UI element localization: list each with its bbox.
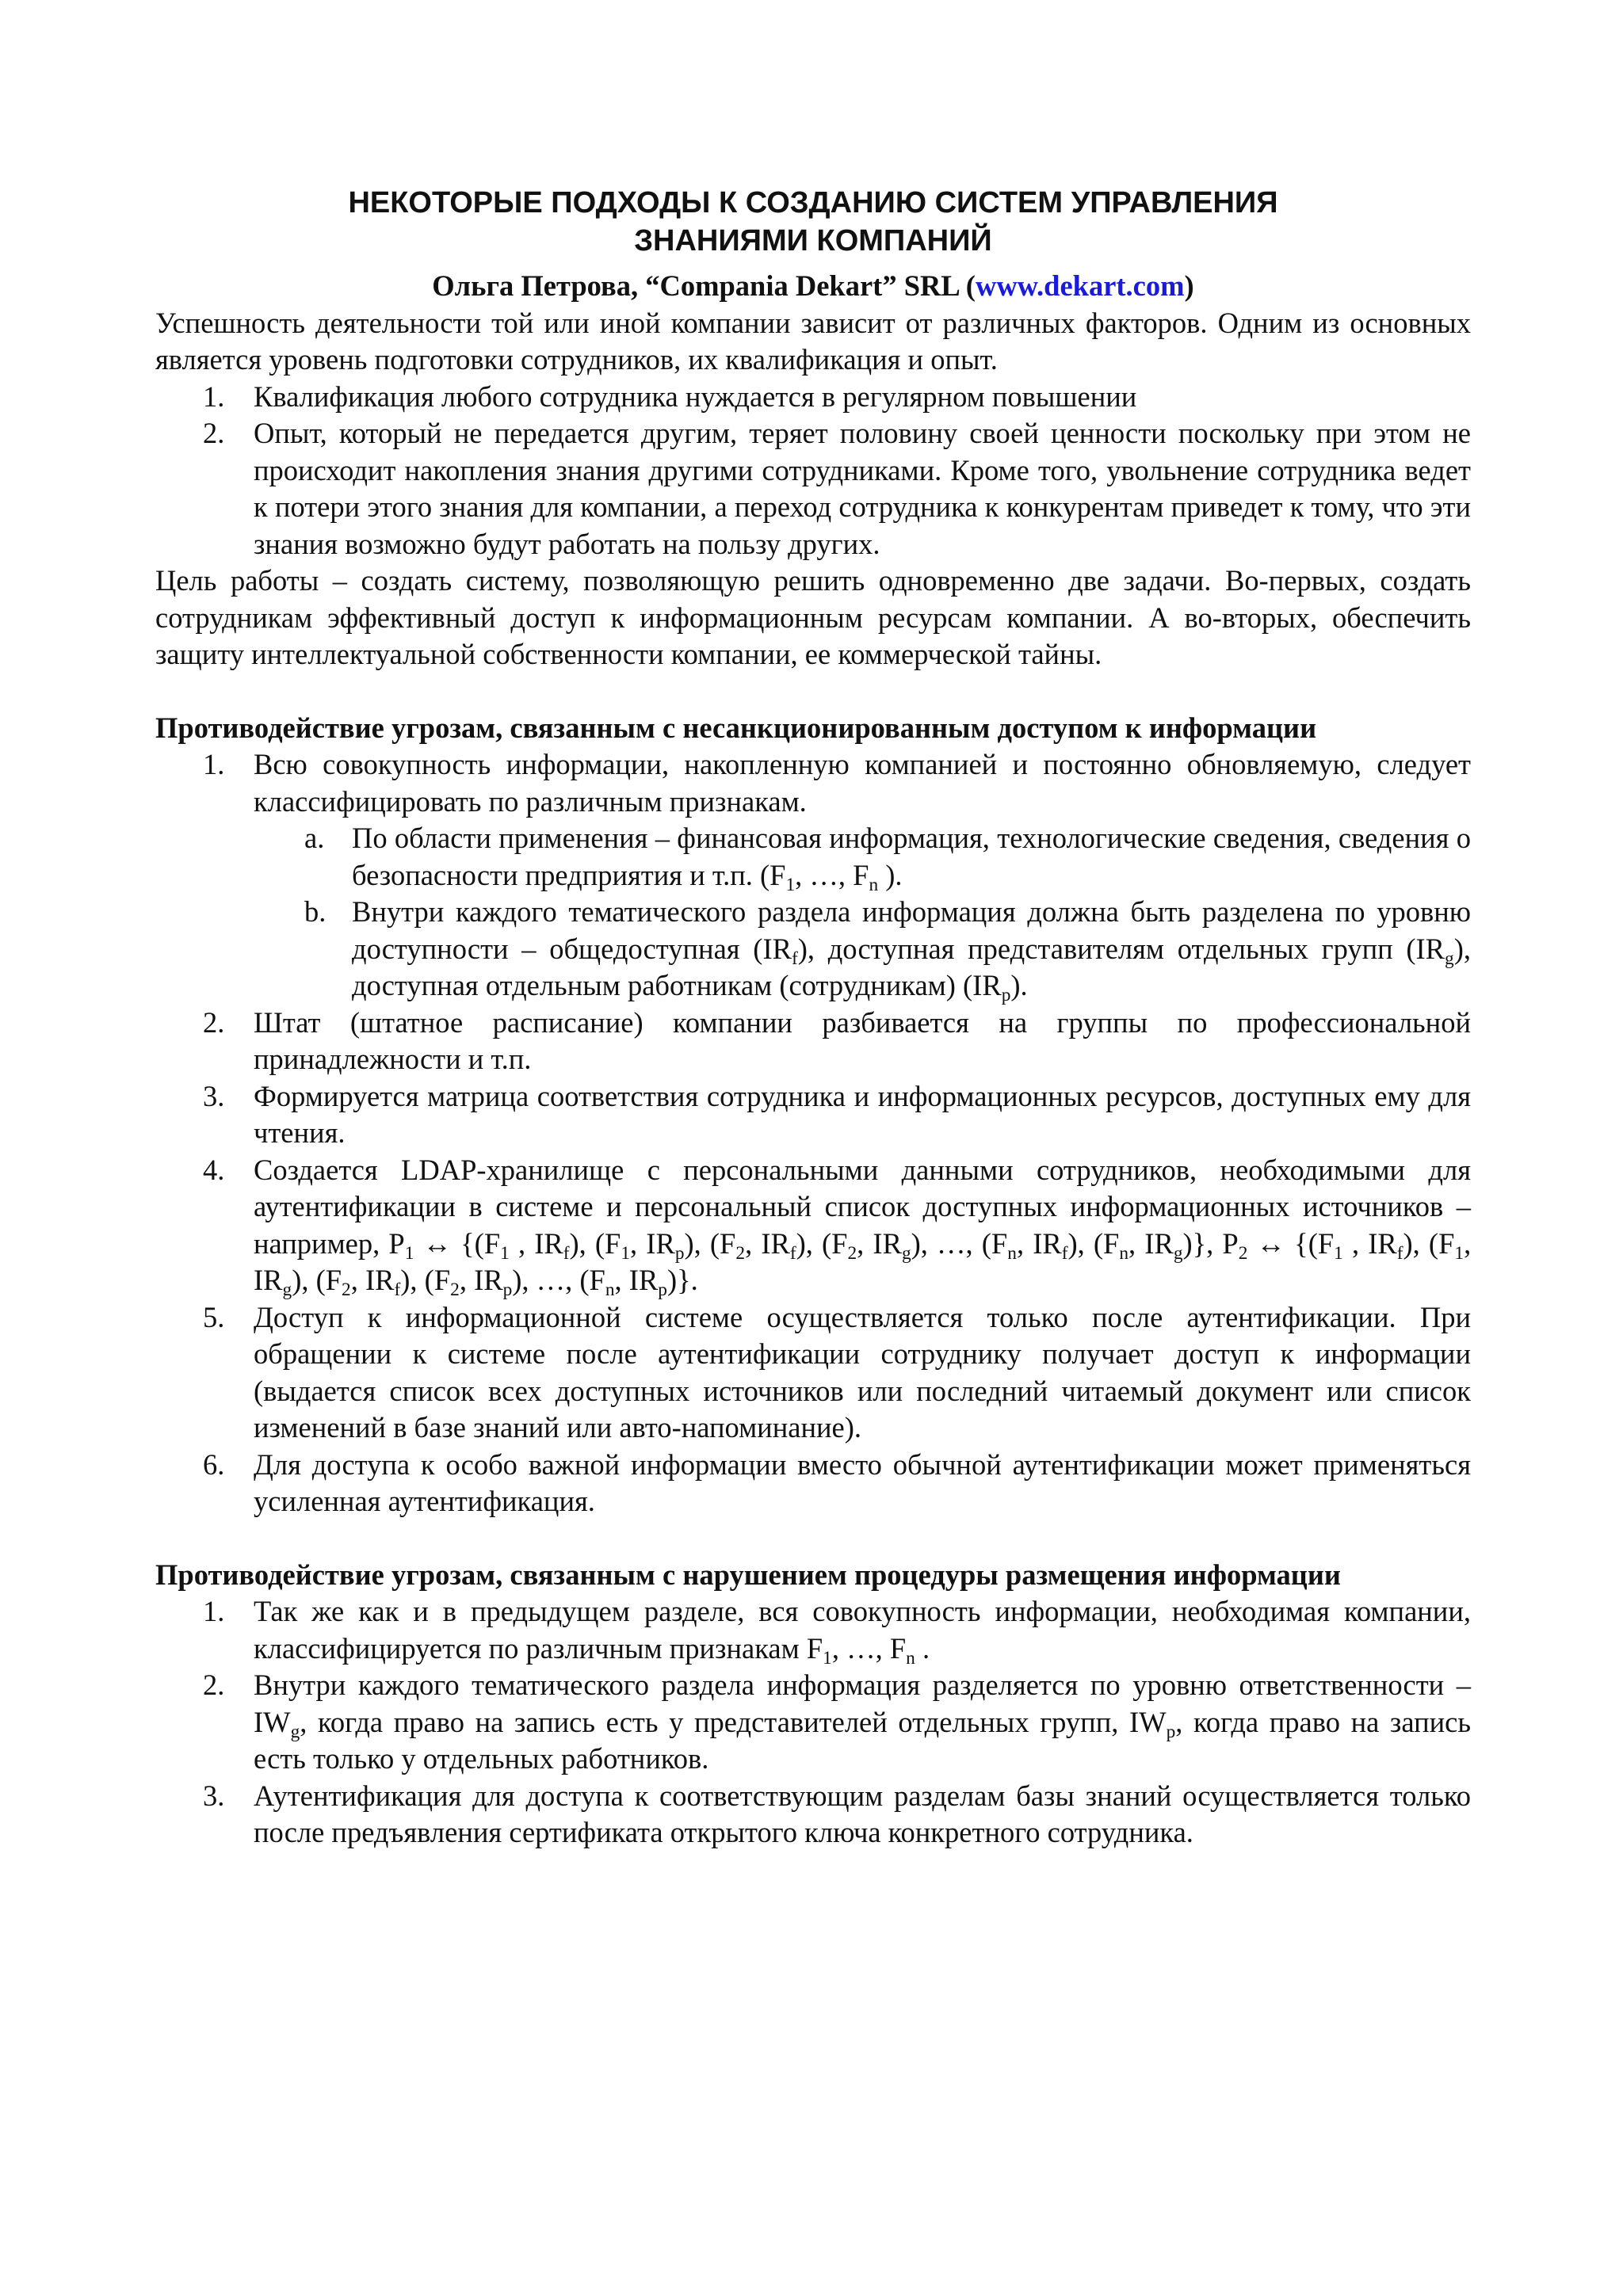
item-text: Внутри каждого тематического раздела информация разделяется по уровню ответственности – bbox=[254, 1669, 1471, 1701]
item-number: 6. bbox=[203, 1447, 225, 1481]
list-item bbox=[155, 1447, 1471, 1520]
list-item bbox=[155, 1078, 1471, 1152]
item-number: 2. bbox=[203, 1669, 225, 1701]
item-letter: a. bbox=[304, 822, 325, 854]
item-text: Внутри каждого тематического раздела информация должна быть разделена по уровню доступности – общедоступная bbox=[352, 895, 1471, 965]
item-number: 2. bbox=[203, 417, 225, 449]
item-text: Так же как и в предыдущем разделе, вся совокупность информации, необходимая компании, классифицируется по различным признакам bbox=[254, 1595, 1471, 1665]
formula-access-levels: $(IR_f)$, доступная представителям отдельных групп $(IR_g)$, доступная отдельным работникам (сотрудникам) $(IR_p)$. bbox=[352, 932, 1472, 1005]
item-number: 1. bbox=[203, 1595, 225, 1627]
list-item bbox=[155, 746, 1471, 1005]
title-line-2: ЗНАНИЯМИ КОМПАНИЙ bbox=[634, 224, 992, 257]
item-number: 1. bbox=[203, 379, 225, 413]
item-text: Для доступа к особо важной информации вместо обычной аутентификации может применяться усиленная аутентификация. bbox=[254, 1447, 1471, 1517]
item-number: 3. bbox=[203, 1779, 225, 1812]
item-text: Создается LDAP-хранилище с персональными данными сотрудников, необходимыми для аутентификации в системе и персональный список доступных информационных источников – например, bbox=[254, 1153, 1471, 1260]
formula-write-levels: $IW_g$, когда право на запись есть у представителей отдельных групп, $IW_p$, когда право на запись есть только у отдельных работников. bbox=[254, 1705, 1471, 1775]
formula-fields: ($F_1$, …, $F_n$ ). bbox=[759, 858, 903, 895]
sublist-item bbox=[254, 820, 1471, 894]
document-title bbox=[155, 184, 1471, 260]
sublist bbox=[254, 820, 1471, 1005]
formula-fields: $F_1$, …, $F_n$ . bbox=[806, 1631, 930, 1669]
list-item bbox=[155, 1152, 1471, 1299]
item-number: 1. bbox=[203, 748, 225, 780]
intro-list bbox=[155, 379, 1471, 563]
list-item bbox=[155, 1778, 1471, 1852]
section2-list bbox=[155, 1593, 1471, 1852]
list-item bbox=[155, 1005, 1471, 1078]
list-item bbox=[155, 1299, 1471, 1447]
list-item bbox=[155, 379, 1471, 416]
list-item bbox=[155, 415, 1471, 563]
item-letter: b. bbox=[304, 895, 327, 928]
section-heading-placement-violation: Противодействие угрозам, связанным с нарушением процедуры размещения информации bbox=[155, 1558, 1341, 1591]
author-line bbox=[155, 268, 1471, 305]
website-link[interactable]: www.dekart.com bbox=[975, 269, 1185, 302]
item-number: 2. bbox=[203, 1005, 225, 1039]
item-number: 4. bbox=[203, 1153, 225, 1186]
item-text: Квалификация любого сотрудника нуждается в регулярном повышении bbox=[254, 379, 1137, 413]
title-line-1: НЕКОТОРЫЕ ПОДХОДЫ К СОЗДАНИЮ СИСТЕМ УПРАВЛЕНИЯ bbox=[348, 186, 1278, 219]
item-text: Аутентификация для доступа к соответствующим разделам базы знаний осуществляется только после предъявления сертификата открытого ключа конкретного сотрудника. bbox=[254, 1779, 1471, 1848]
section1-list bbox=[155, 746, 1471, 1520]
author-close: ) bbox=[1184, 269, 1194, 302]
list-item bbox=[155, 1667, 1471, 1778]
goal-paragraph: Цель работы – создать систему, позволяющую решить одновременно две задачи. Во-первых, создать сотрудникам эффективный доступ к информационным ресурсам компании. А во-вторых, обеспечить защиту интеллектуальной собственности компании, ее коммерческой тайны. bbox=[155, 564, 1471, 670]
sublist-item bbox=[254, 894, 1471, 1005]
intro-paragraph: Успешность деятельности той или иной компании зависит от различных факторов. Одним из основных является уровень подготовки сотрудников, их квалификация и опыт. bbox=[155, 306, 1471, 376]
section-heading-unauthorized-access: Противодействие угрозам, связанным с несанкционированным доступом к информации bbox=[155, 711, 1317, 744]
formula-access-list: $P_1$ ↔ {($F_1$ , $IR_f$), ($F_1$, $IR_p$), ($F_2$, $IR_f$), ($F_2$, $IR_g$), …, ($F_n$, $IR_f$), ($F_n$, $IR_g$)}, $P_2$ ↔ {($F_1$ , $IR_f$), ($F_1$, $IR_g$), ($F_2$, $IR_f$), ($F_2$, $IR_p$), …, ($F_n$, $IR_p$)}. bbox=[254, 1226, 1472, 1300]
item-text: Опыт, который не передается другим, теряет половину своей ценности поскольку при этом не происходит накопления знания другими сотрудниками. Кроме того, увольнение сотрудника ведет к потери этого знания для компании, а переход сотрудника к конкурентам приведет к тому, что эти знания возможно будут работать на пользу других. bbox=[254, 417, 1471, 560]
document-page bbox=[155, 184, 1471, 1852]
item-text: Всю совокупность информации, накопленную компанией и постоянно обновляемую, следует классифицировать по различным признакам. bbox=[254, 748, 1471, 818]
item-text: По области применения – финансовая информация, технологические сведения, сведения о безопасности предприятия и т.п. bbox=[352, 822, 1471, 891]
item-number: 3. bbox=[203, 1079, 225, 1112]
list-item bbox=[155, 1593, 1471, 1667]
item-text: Доступ к информационной системе осуществляется только после аутентификации. При обращении к системе после аутентификации сотруднику получает доступ к информации (выдается список всех доступных источников или последний читаемый документ или список изменений в базе знаний или авто-напоминание). bbox=[254, 1300, 1471, 1444]
item-number: 5. bbox=[203, 1300, 225, 1333]
item-text: Штат (штатное расписание) компании разбивается на группы по профессиональной принадлежности и т.п. bbox=[254, 1005, 1471, 1075]
item-text: Формируется матрица соответствия сотрудника и информационных ресурсов, доступных ему для чтения. bbox=[254, 1079, 1471, 1149]
author-text: Ольга Петрова, “Compania Dekart” SRL ( bbox=[432, 269, 976, 302]
